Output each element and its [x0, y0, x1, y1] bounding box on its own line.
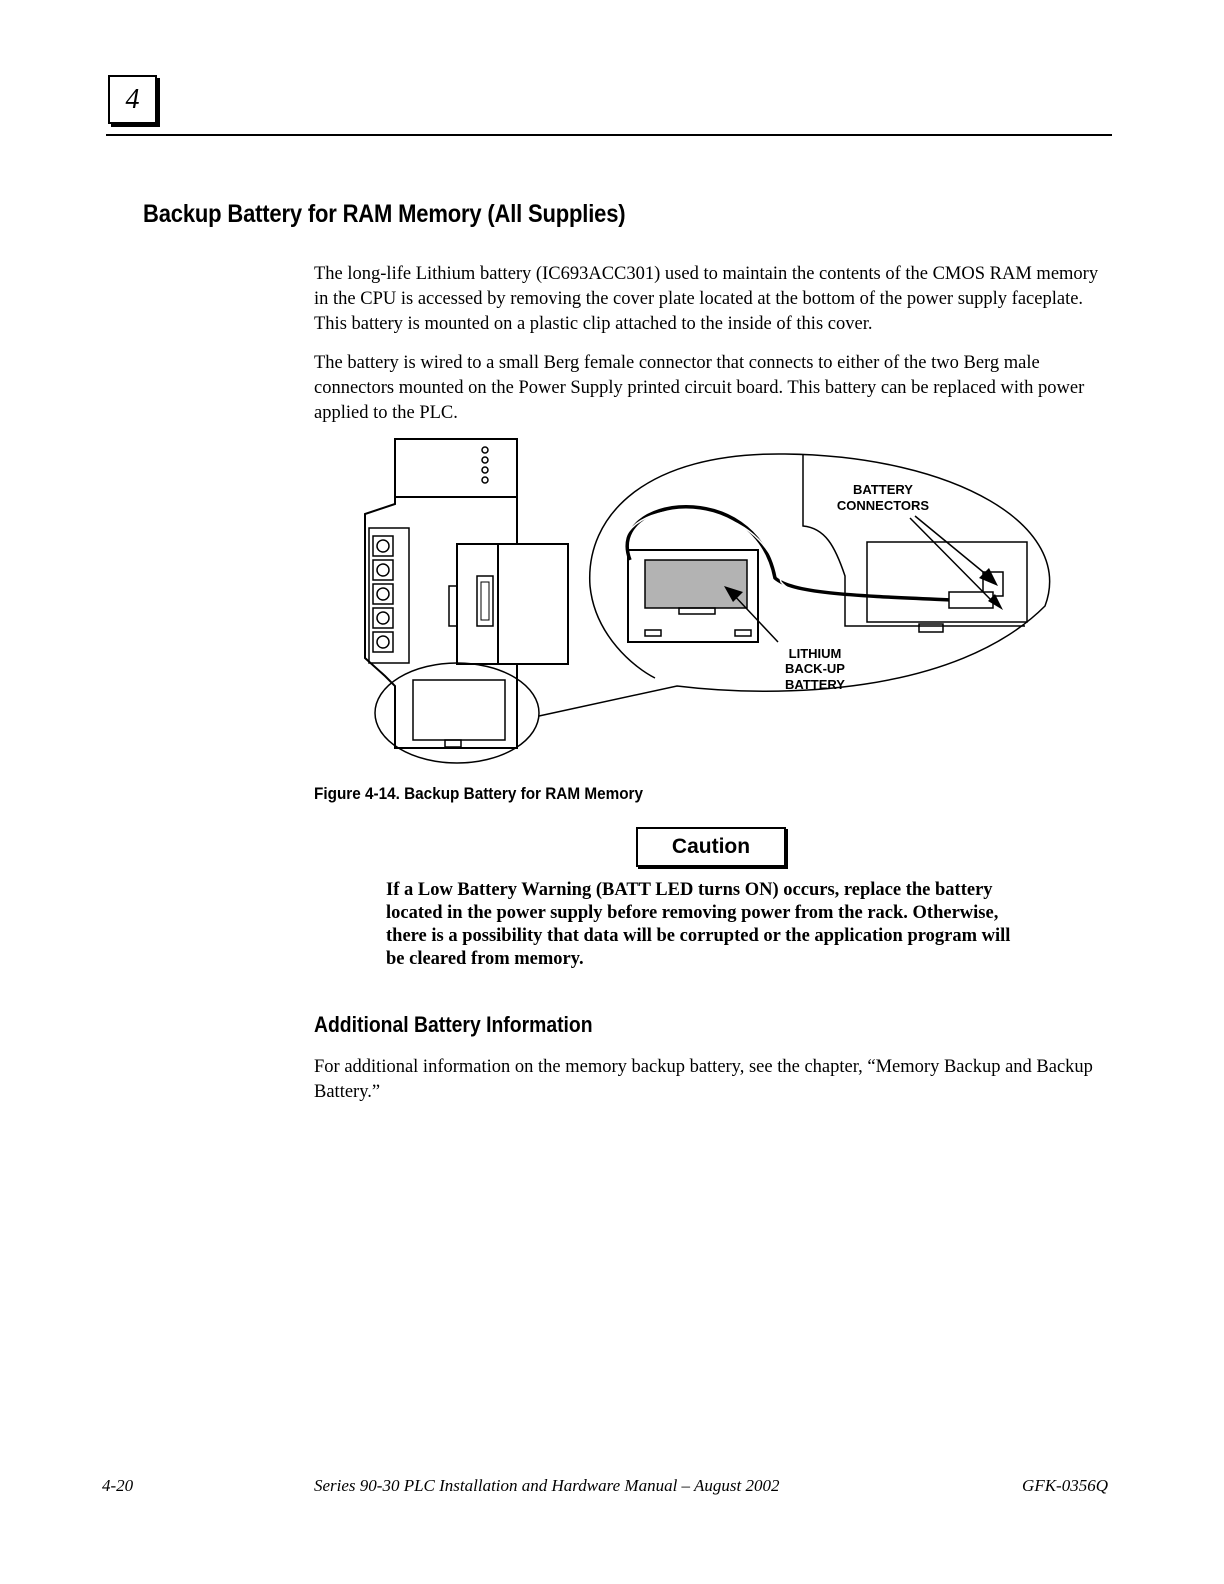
figure-caption: Figure 4-14. Backup Battery for RAM Memory	[314, 784, 644, 803]
lithium-battery-label: LITHIUM	[788, 646, 842, 661]
battery-connectors-label: CONNECTORS	[836, 498, 930, 513]
chapter-number: 4	[108, 75, 157, 124]
caution-text: If a Low Battery Warning (BATT LED turns ON) occurs, replace the battery located in the power supply before removing power from the rack. Otherwise, there is a possibility that data will be corrupted or the application program will be cleared from memory.	[386, 880, 1011, 969]
page-number: 4-20	[102, 1476, 134, 1495]
caution-heading: Caution	[636, 827, 786, 867]
lithium-battery-label: BACK-UP	[785, 661, 845, 676]
section-title: Backup Battery for RAM Memory (All Supplies)	[143, 200, 626, 228]
battery-figure	[355, 436, 1055, 772]
subsection-title: Additional Battery Information	[314, 1012, 593, 1037]
subsection-paragraph: For additional information on the memory backup battery, see the chapter, “Memory Backup and Backup Battery.”	[314, 1057, 1093, 1102]
battery-connectors-label: BATTERY	[853, 482, 913, 497]
document-id: GFK-0356Q	[1022, 1476, 1108, 1495]
header-rule	[106, 134, 1112, 136]
paragraph-battery-wiring: The battery is wired to a small Berg female connector that connects to either of the two Berg male connectors mounted on the Power Supply printed circuit board. This battery can be replaced with power applied to the PLC.	[314, 353, 1085, 423]
lithium-battery-label: BATTERY	[785, 677, 845, 692]
paragraph-battery-location: The long-life Lithium battery (IC693ACC301) used to maintain the contents of the CMOS RAM memory in the CPU is accessed by removing the cover plate located at the bottom of the power supply faceplate. This battery is mounted on a plastic clip attached to the inside of this cover.	[314, 264, 1099, 334]
manual-title: Series 90-30 PLC Installation and Hardware Manual – August 2002	[314, 1476, 780, 1495]
